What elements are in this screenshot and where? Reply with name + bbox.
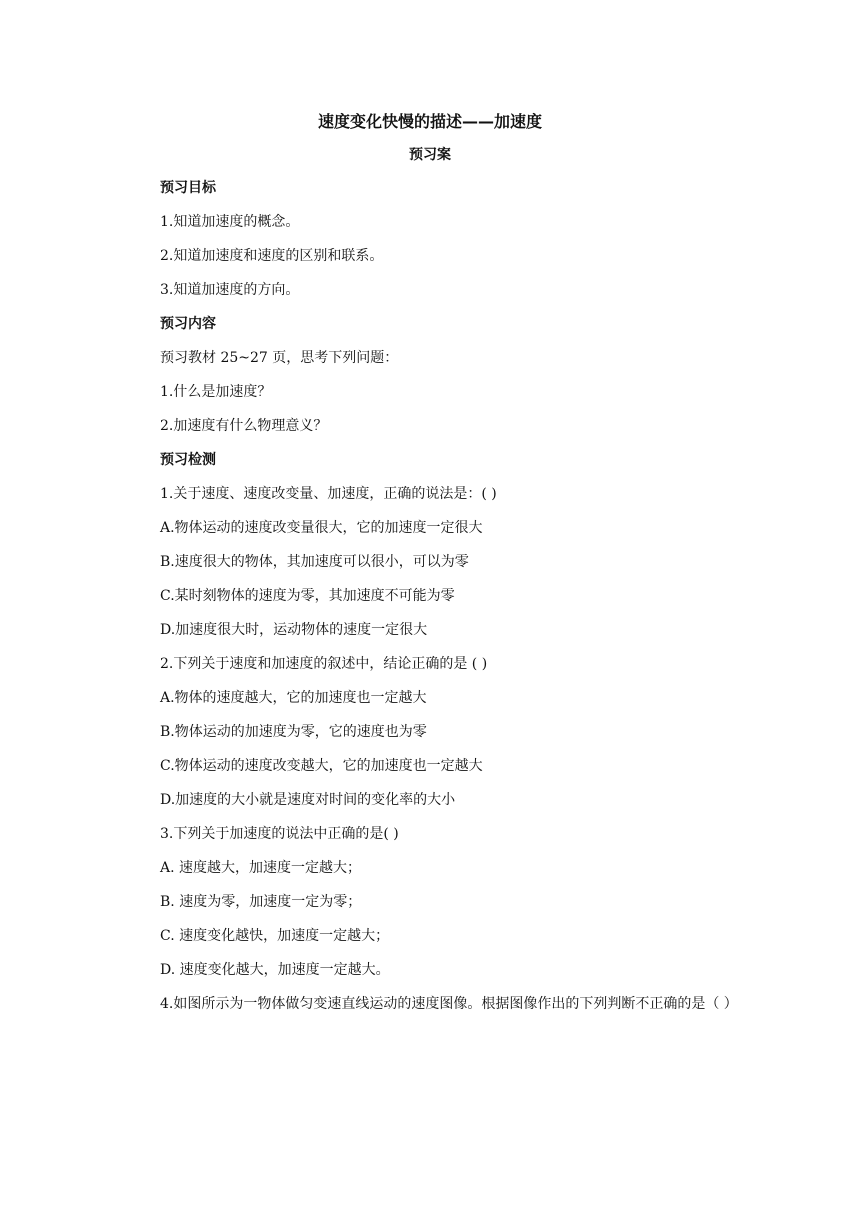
- q3-option-d: D. 速度变化越大，加速度一定越大。: [160, 962, 390, 978]
- q2-option-d: D.加速度的大小就是速度对时间的变化率的大小: [160, 792, 456, 808]
- content-heading: 预习内容: [160, 316, 216, 332]
- q2-option-a: A.物体的速度越大，它的加速度也一定越大: [160, 690, 427, 706]
- q2-stem: 2.下列关于速度和加速度的叙述中，结论正确的是 ( ): [160, 656, 488, 672]
- content-intro: 预习教材 25~27 页，思考下列问题：: [160, 350, 399, 366]
- q1-option-a: A.物体运动的速度改变量很大，它的加速度一定很大: [160, 520, 483, 536]
- q2-option-c: C.物体运动的速度改变越大，它的加速度也一定越大: [160, 758, 483, 774]
- q4-stem: 4.如图所示为一物体做匀变速直线运动的速度图像。根据图像作出的下列判断不正确的是（ ）: [160, 996, 738, 1012]
- check-heading: 预习检测: [160, 452, 216, 468]
- goal-item-2: 2.知道加速度和速度的区别和联系。: [160, 248, 384, 264]
- content-item-2: 2.加速度有什么物理意义？: [160, 418, 328, 434]
- goal-item-3: 3.知道加速度的方向。: [160, 282, 300, 298]
- q1-option-b: B.速度很大的物体，其加速度可以很小，可以为零: [160, 554, 469, 570]
- q1-option-d: D.加速度很大时，运动物体的速度一定很大: [160, 622, 428, 638]
- content-item-1: 1.什么是加速度？: [160, 384, 272, 400]
- q1-option-c: C.某时刻物体的速度为零，其加速度不可能为零: [160, 588, 455, 604]
- document-body: [131, 177, 741, 1021]
- q2-option-b: B.物体运动的加速度为零，它的速度也为零: [160, 724, 427, 740]
- document-title: 速度变化快慢的描述——加速度: [317, 112, 542, 131]
- q3-option-b: B. 速度为零，加速度一定为零；: [160, 894, 362, 910]
- document-subtitle: 预习案: [409, 147, 451, 163]
- q3-stem: 3.下列关于加速度的说法中正确的是( ): [160, 826, 399, 842]
- q1-stem: 1.关于速度、速度改变量、加速度，正确的说法是：( ): [160, 486, 497, 502]
- goal-item-1: 1.知道加速度的概念。: [160, 214, 300, 230]
- q3-option-c: C. 速度变化越快，加速度一定越大；: [160, 928, 390, 944]
- q3-option-a: A. 速度越大，加速度一定越大；: [160, 860, 362, 876]
- goals-heading: 预习目标: [160, 180, 216, 196]
